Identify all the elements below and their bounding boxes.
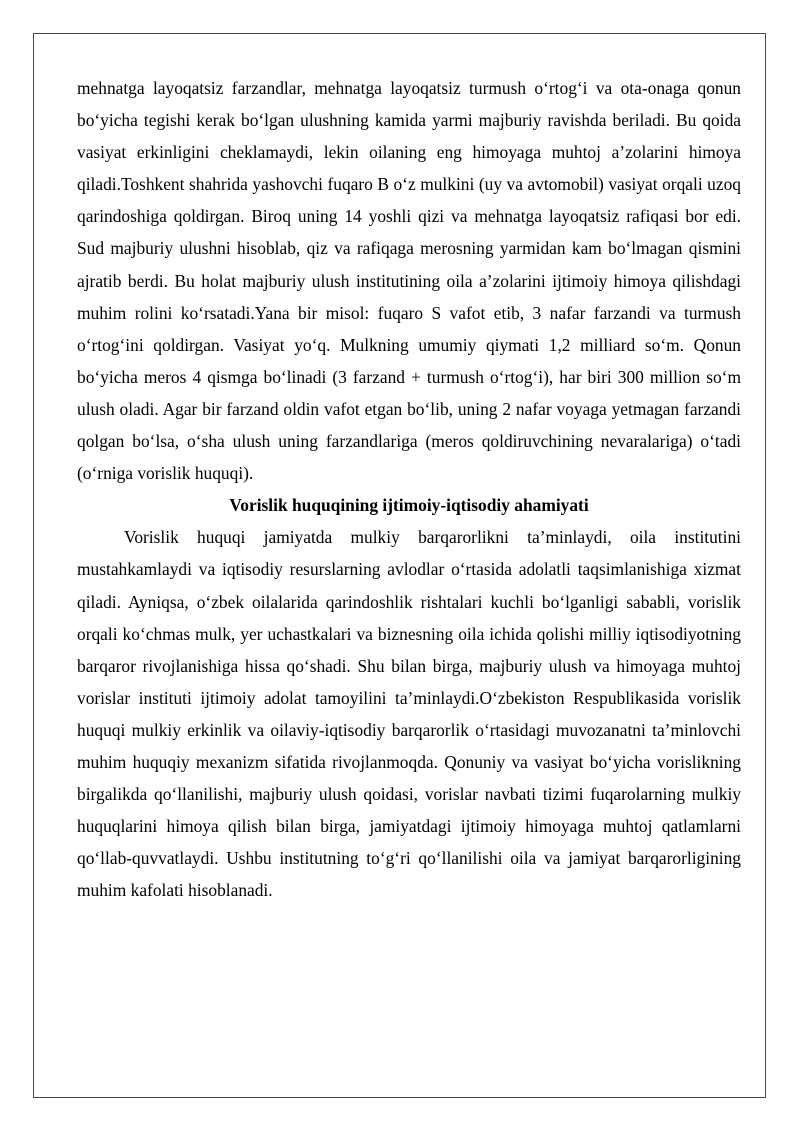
section-heading: Vorislik huquqining ijtimoiy-iqtisodiy ahamiyati: [229, 495, 589, 516]
body-paragraph: mehnatga layoqatsiz farzandlar, mehnatga layoqatsiz turmush o‘rtog‘i va ota-onaga qonun bo‘yicha tegishi kerak bo‘lgan ulushning kamida yarmi majburiy ravishda beriladi. Bu qoida vasiyat erkinligini cheklamaydi, lekin oilaning eng himoyaga muhtoj a’zolarini himoya qiladi.Toshkent shahrida yashovchi fuqaro B o‘z mulkini (uy va avtomobil) vasiyat orqali uzoq qarindoshiga qoldirgan. Biroq uning 14 yoshli qizi va mehnatga layoqatsiz rafiqasi bor edi. Sud majburiy ulushni hisoblab, qiz va rafiqaga merosning yarmidan kam bo‘lmagan qismini ajratib berdi. Bu holat majburiy ulush institutining oila a’zolarini ijtimoiy himoya qilishdagi muhim rolini ko‘rsatadi.Yana bir misol: fuqaro S vafot etib, 3 nafar farzandi va turmush o‘rtog‘ini qoldirgan. Vasiyat yo‘q. Mulkning umumiy qiymati 1,2 milliard so‘m. Qonun bo‘yicha meros 4 qismga bo‘linadi (3 farzand + turmush o‘rtog‘i), har biri 300 million so‘m ulush oladi. Agar bir farzand oldin vafot etgan bo‘lib, uning 2 nafar voyaga yetmagan farzandi qolgan bo‘lsa, o‘sha ulush uning farzandlariga (meros qoldiruvchining nevaralariga) o‘tadi (o‘rniga vorislik huquqi).: [77, 78, 741, 484]
body-paragraph: Vorislik huquqi jamiyatda mulkiy barqarorlikni ta’minlaydi, oila institutini mustahkamlaydi va iqtisodiy resurslarning avlodlar o‘rtasida adolatli taqsimlanishiga xizmat qiladi. Ayniqsa, o‘zbek oilalarida qarindoshlik rishtalari kuchli bo‘lganligi sababli, vorislik orqali ko‘chmas mulk, yer uchastkalari va biznesning oila ichida qolishi milliy iqtisodiyotning barqaror rivojlanishiga hissa qo‘shadi. Shu bilan birga, majburiy ulush va himoyaga muhtoj vorislar instituti ijtimoiy adolat tamoyilini ta’minlaydi.O‘zbekiston Respublikasida vorislik huquqi mulkiy erkinlik va oilaviy-iqtisodiy barqarorlik o‘rtasidagi muvozanatni ta’minlovchi muhim huquqiy mexanizm sifatida rivojlanmoqda. Qonuniy va vasiyat bo‘yicha vorislikning birgalikda qo‘llanilishi, majburiy ulush qoidasi, vorislar navbati tizimi fuqarolarning mulkiy huquqlarini himoya qilish bilan birga, jamiyatdagi ijtimoiy himoyaga muhtoj qatlamlarni qo‘llab-quvvatlaydi. Ushbu institutning to‘g‘ri qo‘llanilishi oila va jamiyat barqarorligining muhim kafolati hisoblanadi.: [77, 527, 741, 901]
document-body: [77, 72, 741, 906]
